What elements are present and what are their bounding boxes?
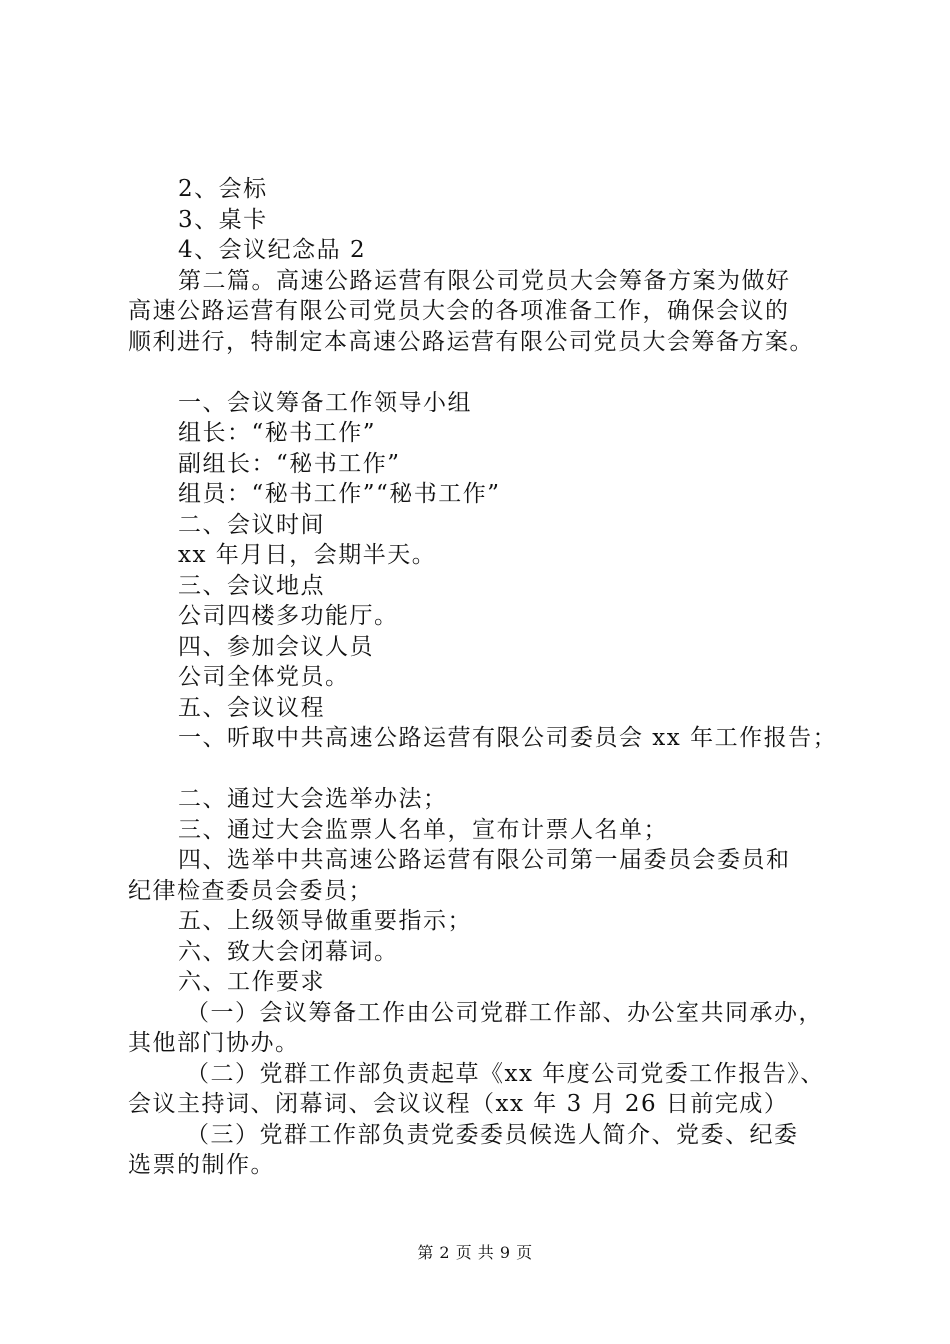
section-heading: 四、参加会议人员 bbox=[178, 633, 374, 660]
blank-line bbox=[128, 357, 836, 388]
agenda-item: 一、听取中共高速公路运营有限公司委员会 xx 年工作报告； bbox=[178, 725, 838, 751]
agenda-item: 六、致大会闭幕词。 bbox=[178, 938, 399, 965]
text-line: 组长：“秘书工作” bbox=[178, 420, 377, 446]
paragraph-line: 第二篇。高速公路运营有限公司党员大会筹备方案为做好 bbox=[178, 267, 791, 294]
agenda-item-continued: 纪律检查委员会委员； bbox=[128, 877, 373, 904]
paragraph-line: 高速公路运营有限公司党员大会的各项准备工作，确保会议的 bbox=[128, 298, 790, 324]
agenda-item: 四、选举中共高速公路运营有限公司第一届委员会委员和 bbox=[178, 847, 791, 873]
text-line: xx 年月日，会期半天。 bbox=[178, 542, 437, 568]
requirement-item-continued: 其他部门协办。 bbox=[128, 1030, 300, 1056]
paragraph-line: 顺利进行，特制定本高速公路运营有限公司党员大会筹备方案。 bbox=[128, 328, 814, 355]
text-line: 3、桌卡 bbox=[178, 206, 268, 233]
text-line: 4、会议纪念品 2 bbox=[178, 237, 367, 263]
requirement-item-continued: 会议主持词、闭幕词、会议议程（xx 年 3 月 26 日前完成） bbox=[128, 1091, 789, 1117]
requirement-item: （三）党群工作部负责党委委员候选人简介、党委、纪委 bbox=[186, 1121, 799, 1148]
text-line: 副组长：“秘书工作” bbox=[178, 450, 401, 477]
requirement-item: （一）会议筹备工作由公司党群工作部、办公室共同承办， bbox=[186, 999, 823, 1026]
requirement-item-continued: 选票的制作。 bbox=[128, 1152, 275, 1178]
agenda-item: 二、通过大会选举办法； bbox=[178, 786, 448, 812]
text-line: 组员：“秘书工作”“秘书工作” bbox=[178, 481, 501, 507]
section-heading: 五、会议议程 bbox=[178, 694, 325, 721]
section-heading: 二、会议时间 bbox=[178, 511, 325, 538]
section-heading: 一、会议筹备工作领导小组 bbox=[178, 389, 472, 416]
text-line: 2、会标 bbox=[178, 176, 268, 202]
blank-line bbox=[128, 754, 836, 785]
section-heading: 三、会议地点 bbox=[178, 572, 325, 599]
agenda-item: 三、通过大会监票人名单，宣布计票人名单； bbox=[178, 816, 668, 843]
requirement-item: （二）党群工作部负责起草《xx 年度公司党委工作报告》、 bbox=[186, 1060, 825, 1087]
document-body bbox=[128, 174, 836, 1181]
section-heading: 六、工作要求 bbox=[178, 969, 325, 995]
page-footer: 第 2 页 共 9 页 bbox=[417, 1243, 533, 1262]
text-line: 公司全体党员。 bbox=[178, 664, 350, 690]
text-line: 公司四楼多功能厅。 bbox=[178, 603, 399, 629]
agenda-item: 五、上级领导做重要指示； bbox=[178, 908, 472, 934]
